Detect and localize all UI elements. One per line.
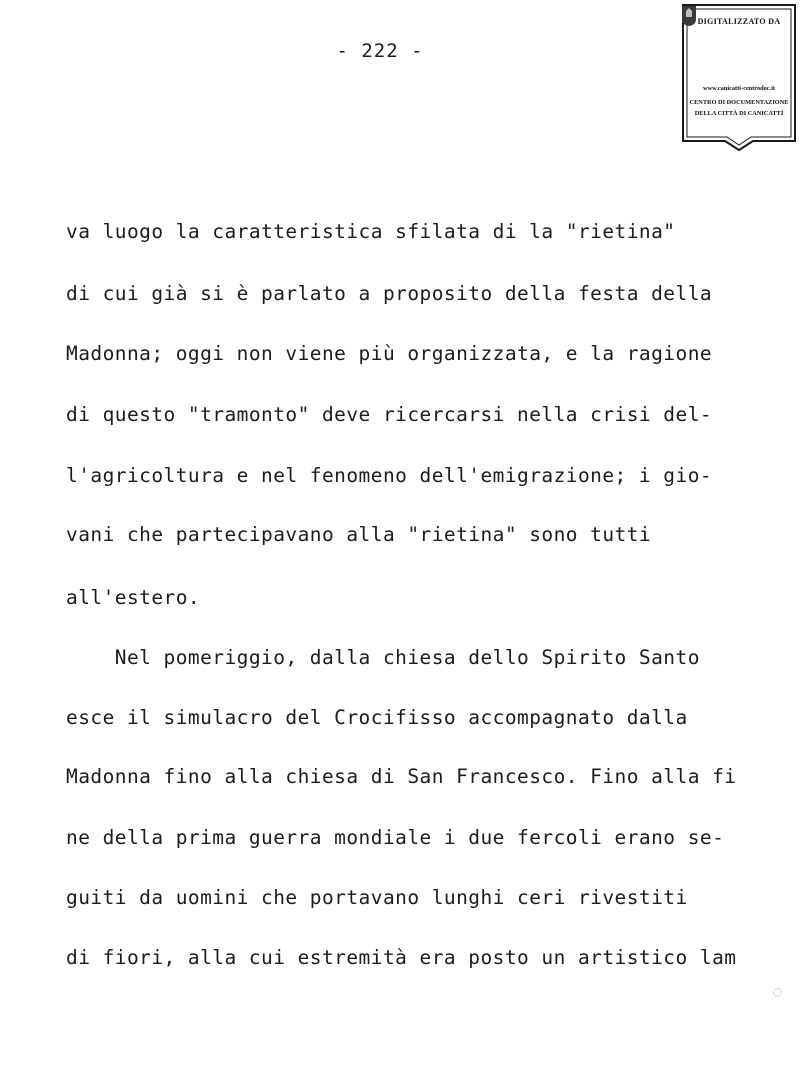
text-line: all'estero. xyxy=(66,586,201,609)
stamp-title: DIGITALIZZATO DA xyxy=(697,17,781,26)
text-line: di questo "tramonto" deve ricercarsi nella crisi del- xyxy=(66,403,713,426)
text-line: vani che partecipavano alla "rietina" sono tutti xyxy=(66,523,652,546)
text-line: guiti da uomini che portavano lunghi ceri rivestiti xyxy=(66,886,688,909)
text-line: di fiori, alla cui estremità era posto un artistico lam xyxy=(66,946,737,969)
stamp-url: www.canicatti-centrodoc.it xyxy=(703,85,775,92)
stamp-line-2: DELLA CITTÀ DI CANICATTÌ xyxy=(694,110,784,117)
digitization-stamp xyxy=(681,3,797,153)
text-line: Nel pomeriggio, dalla chiesa dello Spirito Santo xyxy=(66,646,700,669)
page-number: - 222 - xyxy=(336,40,424,62)
shield-emblem-icon xyxy=(681,3,697,27)
text-line: va luogo la caratteristica sfilata di la "rietina" xyxy=(66,220,676,243)
text-line: esce il simulacro del Crocifisso accompagnato dalla xyxy=(66,706,688,729)
paper-mark xyxy=(773,988,782,997)
text-line: di cui già si è parlato a proposito della festa della xyxy=(66,282,713,305)
text-line: Madonna fino alla chiesa di San Francesco. Fino alla fi xyxy=(66,765,737,788)
text-line: l'agricoltura e nel fenomeno dell'emigrazione; i gio- xyxy=(66,464,713,487)
text-line: ne della prima guerra mondiale i due fercoli erano se- xyxy=(66,826,725,849)
text-line: Madonna; oggi non viene più organizzata, e la ragione xyxy=(66,342,713,365)
stamp-line-1: CENTRO DI DOCUMENTAZIONE xyxy=(689,99,789,106)
